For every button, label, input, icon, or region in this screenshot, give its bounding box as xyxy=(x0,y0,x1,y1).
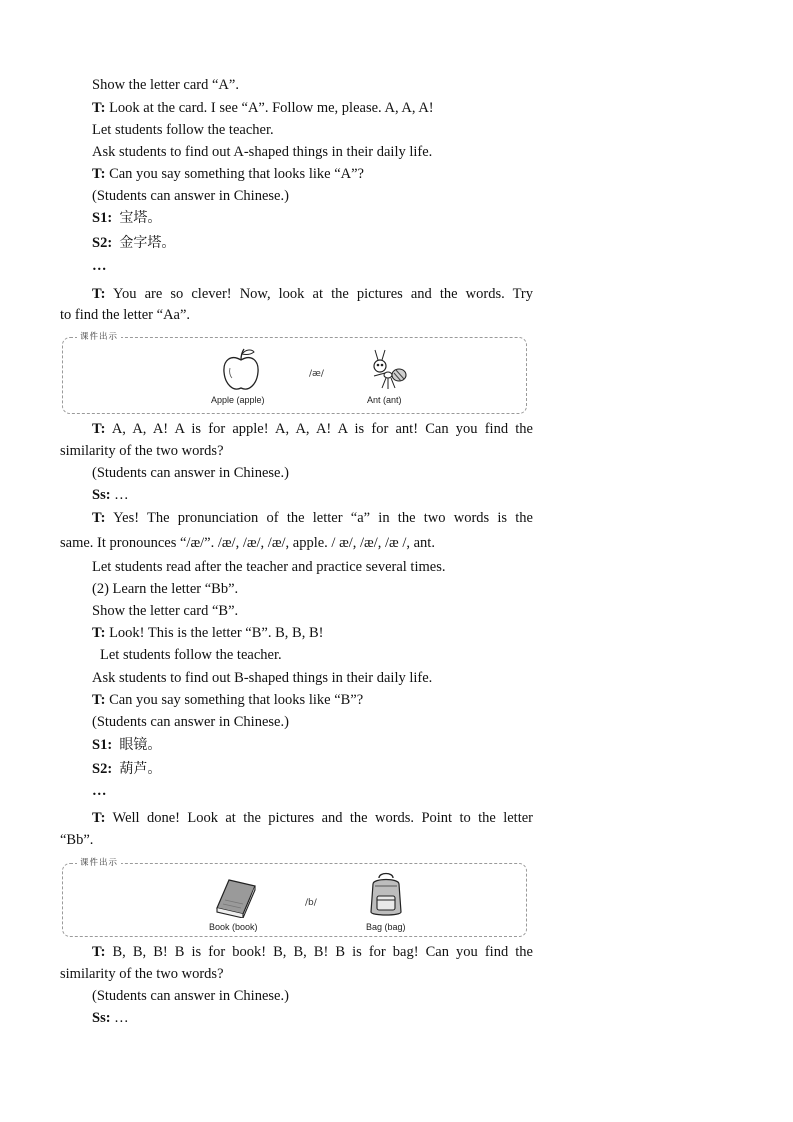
panel-label: 课件出示 xyxy=(77,856,121,868)
dialogue-continuation: same. It pronounces “/æ/”. /æ/, /æ/, /æ/, apple. / æ/, /æ/, /æ /, ant. xyxy=(60,535,435,551)
dialogue-continuation: to find the letter “Aa”. xyxy=(60,307,191,323)
courseware-panel-a xyxy=(62,332,527,414)
dialogue-text: 葫芦。 xyxy=(119,761,162,777)
phonetic-symbol: /æ/ xyxy=(309,369,324,379)
dialogue-line xyxy=(92,419,533,439)
dialogue-continuation: “Bb”. xyxy=(60,832,94,848)
dialogue-line xyxy=(92,735,161,755)
ellipsis: … xyxy=(92,258,107,274)
speaker-label: T: xyxy=(92,166,106,182)
ellipsis: … xyxy=(92,783,107,799)
dialogue-line xyxy=(92,1008,129,1028)
ellipsis-line xyxy=(92,781,107,801)
instruction-line: Let students read after the teacher and practice several times. xyxy=(92,559,446,575)
speaker-label: Ss: xyxy=(92,1010,111,1026)
dialogue-line xyxy=(92,759,161,779)
speaker-label: T: xyxy=(92,810,106,826)
section-heading: (2) Learn the letter “Bb”. xyxy=(92,581,239,597)
dialogue-text: 金字塔。 xyxy=(119,235,176,251)
speaker-label: Ss: xyxy=(92,487,111,503)
bag-caption: Bag (bag) xyxy=(366,922,406,932)
speaker-label: S2: xyxy=(92,761,113,777)
dialogue-line xyxy=(92,164,364,184)
bag-icon xyxy=(365,870,407,918)
speaker-label: T: xyxy=(92,421,106,437)
dialogue-text: … xyxy=(110,1010,129,1026)
dialogue-text: B, B, B! B is for book! B, B, B! B is for bag! Can you find the xyxy=(105,944,533,960)
dialogue-continuation: similarity of the two words? xyxy=(60,443,224,459)
speaker-label: S2: xyxy=(92,235,113,251)
speaker-label: T: xyxy=(92,944,106,960)
apple-caption: Apple (apple) xyxy=(211,395,265,405)
dialogue-text: … xyxy=(110,487,129,503)
dialogue-text: 眼镜。 xyxy=(119,737,162,753)
speaker-label: T: xyxy=(92,510,106,526)
dialogue-line xyxy=(92,690,363,710)
ant-caption: Ant (ant) xyxy=(367,395,402,405)
dialogue-text: A, A, A! A is for apple! A, A, A! A is for ant! Can you find the xyxy=(105,421,533,437)
instruction-line: Let students follow the teacher. xyxy=(100,647,282,663)
phonetic-symbol: /b/ xyxy=(305,898,317,908)
ellipsis-line xyxy=(92,256,107,276)
dialogue-line xyxy=(92,208,161,228)
speaker-label: T: xyxy=(92,286,106,302)
dialogue-text: Look! This is the letter “B”. B, B, B! xyxy=(105,625,324,641)
instruction-line: (Students can answer in Chinese.) xyxy=(92,714,289,730)
dialogue-line xyxy=(92,98,434,118)
instruction-line: Let students follow the teacher. xyxy=(92,122,274,138)
dialogue-continuation: similarity of the two words? xyxy=(60,966,224,982)
instruction-line: Ask students to find out B-shaped things in their daily life. xyxy=(92,670,433,686)
dialogue-text: Well done! Look at the pictures and the words. Point to the letter xyxy=(105,810,533,826)
dialogue-line xyxy=(92,808,533,828)
dialogue-line xyxy=(92,233,175,253)
courseware-panel-b xyxy=(62,858,527,937)
instruction-line: (Students can answer in Chinese.) xyxy=(92,465,289,481)
instruction-line: Ask students to find out A-shaped things in their daily life. xyxy=(92,144,433,160)
instruction-line: (Students can answer in Chinese.) xyxy=(92,188,289,204)
dialogue-line xyxy=(92,942,533,962)
dialogue-line xyxy=(92,508,533,528)
dialogue-line xyxy=(92,623,323,643)
speaker-label: T: xyxy=(92,692,106,708)
speaker-label: S1: xyxy=(92,737,113,753)
instruction-line: Show the letter card “B”. xyxy=(92,603,239,619)
dialogue-text: 宝塔。 xyxy=(119,210,162,226)
book-icon xyxy=(213,874,259,918)
apple-icon xyxy=(221,348,261,394)
panel-label: 课件出示 xyxy=(77,330,121,342)
speaker-label: T: xyxy=(92,625,106,641)
ant-icon xyxy=(368,348,408,392)
speaker-label: S1: xyxy=(92,210,113,226)
dialogue-text: You are so clever! Now, look at the pictures and the words. Try xyxy=(105,286,533,302)
speaker-label: T: xyxy=(92,100,106,116)
dialogue-text: Can you say something that looks like “A”? xyxy=(105,166,364,182)
dialogue-line xyxy=(92,284,533,304)
dialogue-text: Look at the card. I see “A”. Follow me, please. A, A, A! xyxy=(105,100,434,116)
instruction-line: Show the letter card “A”. xyxy=(92,77,239,93)
dialogue-text: Can you say something that looks like “B”? xyxy=(105,692,364,708)
dialogue-line xyxy=(92,485,129,505)
book-caption: Book (book) xyxy=(209,922,258,932)
instruction-line: (Students can answer in Chinese.) xyxy=(92,988,289,1004)
dialogue-text: Yes! The pronunciation of the letter “a” in the two words is the xyxy=(105,510,533,526)
